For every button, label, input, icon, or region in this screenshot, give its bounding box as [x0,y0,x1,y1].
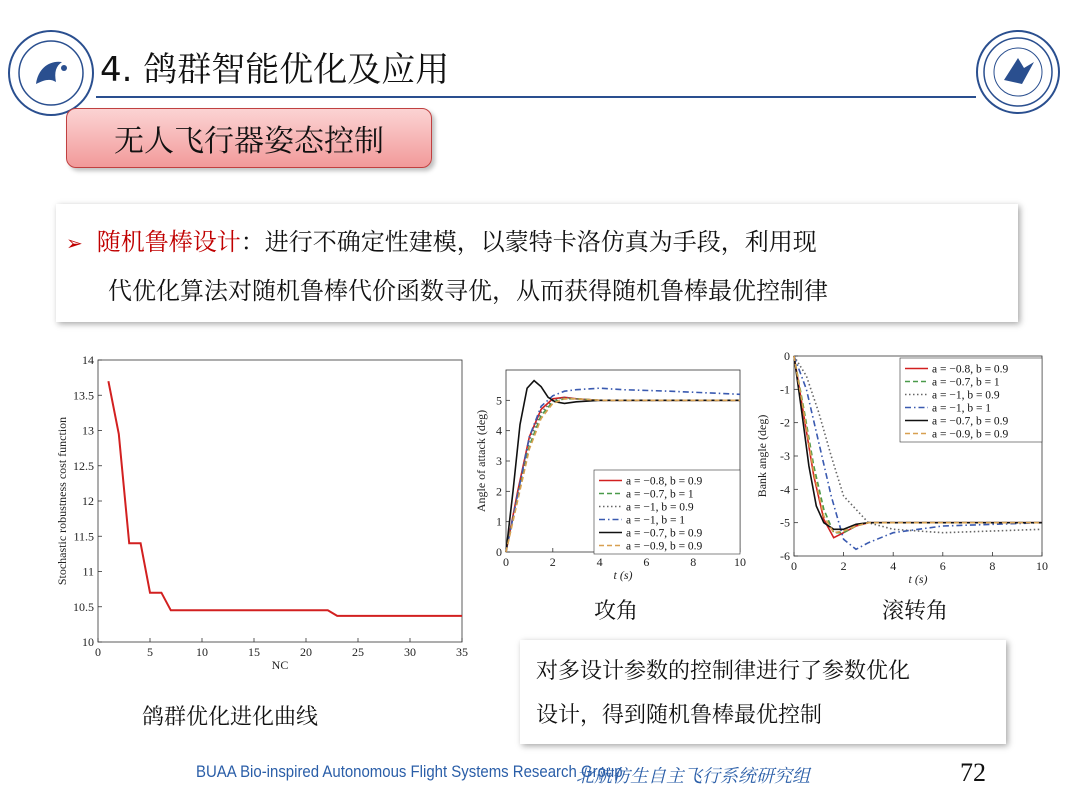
legend-label: a = −0.7, b = 1 [932,376,1000,389]
y-axis-label: Stochastic robustness cost function [55,416,69,586]
x-tick-label: 0 [503,555,509,569]
x-tick-label: 25 [352,645,364,659]
y-tick-label: 12 [82,494,94,508]
x-tick-label: 0 [791,559,797,573]
footer-group-name-cn: 北航仿生自主飞行系统研究组 [576,766,810,787]
y-tick-label: 5 [496,393,502,408]
y-tick-label: 14 [82,353,94,367]
x-tick-label: 2 [549,555,556,569]
y-tick-label: 1 [496,514,502,529]
x-tick-label: 15 [248,645,260,659]
caption-left: 鸽群优化进化曲线 [142,705,319,730]
title-divider [96,96,976,98]
arrow-bullet-icon: ➢ [66,231,83,255]
legend-label: a = −0.7, b = 0.9 [626,527,703,540]
x-tick-label: 8 [989,559,996,573]
x-tick-label: 0 [95,645,101,659]
plot-frame [98,360,462,642]
legend-label: a = −0.9, b = 0.9 [626,540,703,553]
y-tick-label: 4 [496,423,502,438]
x-tick-label: 4 [596,555,603,569]
x-tick-label: 10 [1036,559,1048,573]
y-tick-label: -1 [780,382,790,397]
x-axis-label: t (s) [908,572,928,586]
legend-label: a = −0.7, b = 0.9 [932,415,1009,428]
y-tick-label: 10 [82,635,94,649]
x-tick-label: 10 [734,555,746,569]
x-tick-label: 10 [196,645,208,659]
x-tick-label: 4 [890,559,897,573]
x-tick-label: 5 [147,645,153,659]
y-tick-label: 0 [496,545,502,559]
y-tick-label: -4 [780,482,790,497]
bird-emblem-icon [16,38,86,108]
note-line-1: 对多设计参数的控制律进行了参数优化 [536,659,911,684]
legend-label: a = −0.9, b = 0.9 [932,428,1009,441]
angle-of-attack-chart [476,352,758,588]
x-tick-label: 35 [456,645,468,659]
pio-evolution-chart [52,350,470,680]
x-tick-label: 6 [643,555,650,569]
page-title: 4. 鸽群智能优化及应用 [100,50,450,90]
caption-middle: 攻角 [594,599,639,624]
note-line-2: 设计，得到随机鲁棒最优控制 [536,703,823,728]
bullet-box [56,204,1018,322]
y-tick-label: -6 [780,549,790,563]
legend-label: a = −0.8, b = 0.9 [932,363,1009,376]
note-box [520,640,1006,744]
legend-label: a = −0.8, b = 0.9 [626,475,703,488]
bullet-text-1: ：进行不确定性建模，以蒙特卡洛仿真为手段，利用现 [240,228,817,256]
y-tick-label: 13 [82,423,94,438]
legend-label: a = −1, b = 0.9 [626,501,694,514]
footer-group-name-en: BUAA Bio-inspired Autonomous Flight Systems Research Group [196,762,623,781]
y-tick-label: 2 [496,484,502,499]
section-subtitle: 无人飞行器姿态控制 [66,108,432,168]
legend-label: a = −1, b = 1 [626,514,686,527]
caption-right: 滚转角 [882,599,949,624]
x-axis-label: NC [271,658,289,672]
bullet-keyword: 随机鲁棒设计 [96,228,241,256]
y-tick-label: 10.5 [73,599,94,614]
bank-angle-chart [756,348,1056,588]
x-tick-label: 20 [300,645,312,659]
university-logo-right [976,30,1060,114]
y-tick-label: 11.5 [73,529,94,544]
y-tick-label: -5 [780,515,790,530]
legend-label: a = −1, b = 0.9 [932,389,1000,402]
x-tick-label: 30 [404,645,416,659]
bullet-line-1 [66,218,1000,267]
legend-label: a = −0.7, b = 1 [626,488,694,501]
y-tick-label: 12.5 [73,458,94,473]
x-tick-label: 6 [939,559,946,573]
y-tick-label: 3 [496,454,502,468]
x-tick-label: 8 [690,555,697,569]
y-axis-label: Bank angle (deg) [755,414,769,498]
page-number: 72 [960,758,986,787]
x-tick-label: 2 [840,559,847,573]
university-logo-left [8,30,94,116]
y-tick-label: 13.5 [73,388,94,403]
y-axis-label: Angle of attack (deg) [474,409,488,513]
x-axis-label: t (s) [613,568,633,582]
legend-label: a = −1, b = 1 [932,402,992,415]
y-tick-label: -2 [780,415,790,430]
y-tick-label: -3 [780,449,790,463]
y-tick-label: 11 [82,564,94,579]
bullet-line-2: 代优化算法对随机鲁棒代价函数寻优，从而获得随机鲁棒最优控制律 [108,277,828,305]
y-tick-label: 0 [784,349,790,363]
university-seal-icon [978,32,1058,112]
